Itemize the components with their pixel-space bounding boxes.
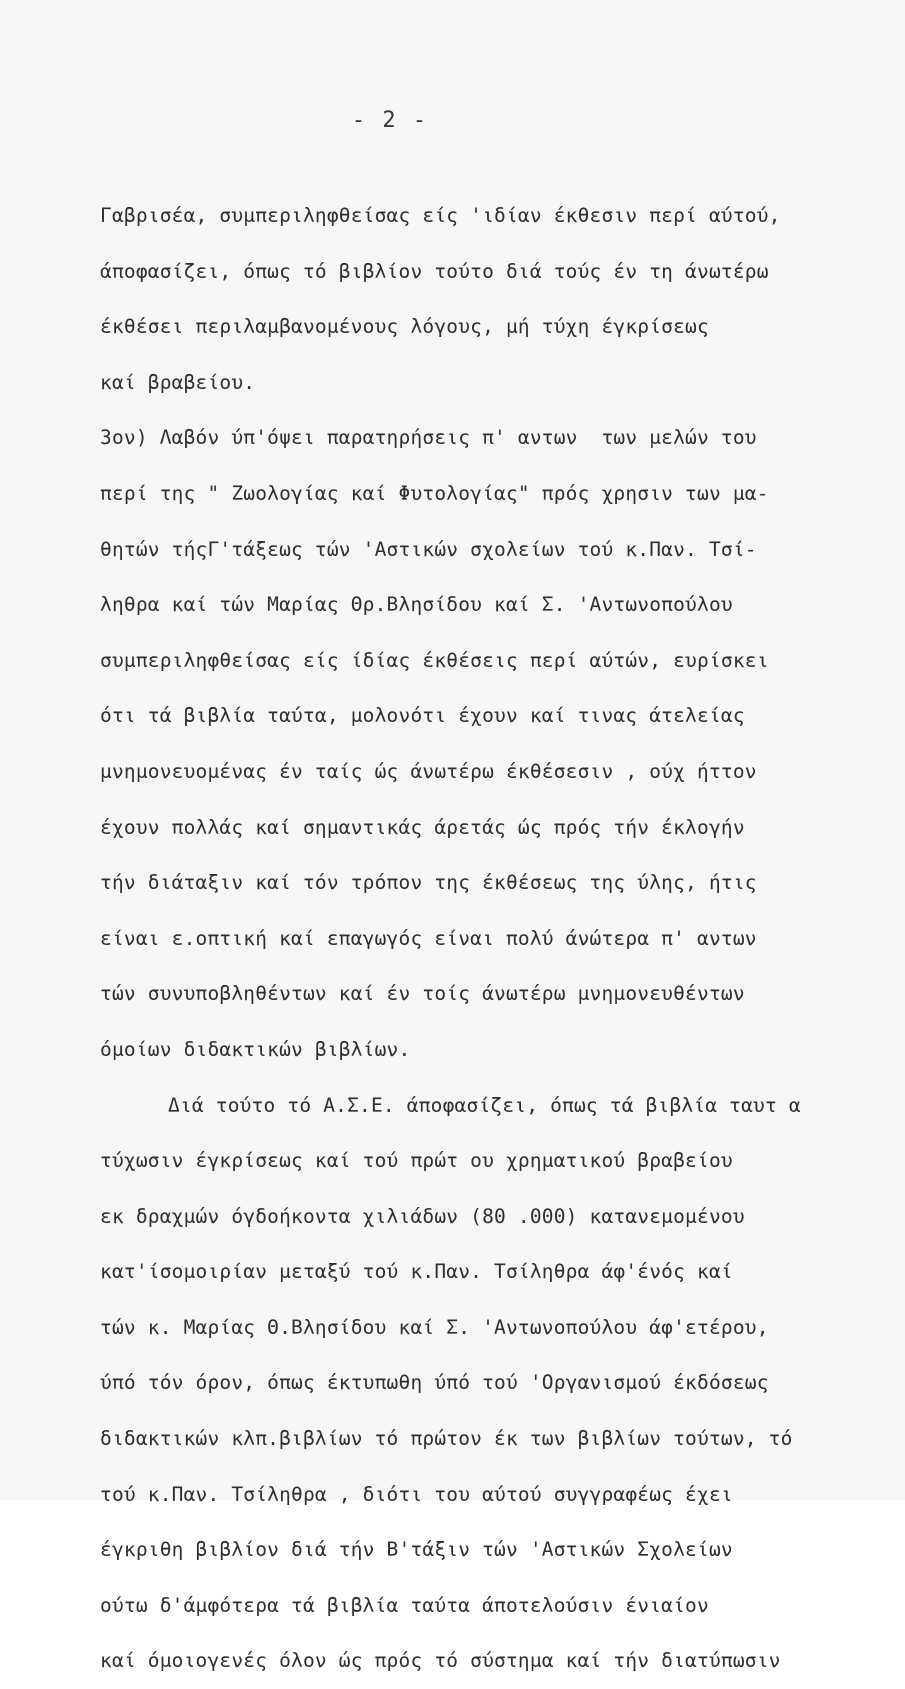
text-line: ύπό τόν όρον, όπως έκτυπωθη ύπό τού 'Οργανισμού έκδόσεως bbox=[100, 1371, 769, 1395]
text-line: ληθρα καί τών Μαρίας Θρ.Βλησίδου καί Σ. 'Αντωνοπούλου bbox=[100, 593, 733, 617]
page-number: - 2 - bbox=[351, 108, 429, 133]
text-line: ότι τά βιβλία ταύτα, μολονότι έχουν καί τινας άτελείας bbox=[100, 704, 745, 728]
text-line: καί βραβείου. bbox=[100, 370, 256, 394]
text-line: τήν διάταξιν καί τόν τρόπον της έκθέσεως της ύλης, ήτις bbox=[100, 871, 757, 895]
text-line: έγκριθη βιβλίον διά τήν Β'τάξιν τών 'Αστικών Σχολείων bbox=[100, 1538, 733, 1562]
text-line: ούτω δ'άμφότερα τά βιβλία ταύτα άποτελούσιν ένιαίον bbox=[100, 1593, 709, 1617]
text-line: όμοίων διδακτικών βιβλίων. bbox=[100, 1037, 411, 1061]
text-line: 3ον) Λαβόν ύπ'όψει παρατηρήσεις π' αντων των μελών του bbox=[100, 426, 757, 450]
text-line: έκθέσει περιλαμβανομένους λόγους, μή τύχη έγκρίσεως bbox=[100, 315, 709, 339]
text-line: κατ'ίσομοιρίαν μεταξύ τού κ.Παν. Τσίληθρα άφ'ένός καί bbox=[100, 1260, 733, 1284]
body-text bbox=[100, 188, 890, 1689]
text-line: τών κ. Μαρίας Θ.Βλησίδου καί Σ. 'Αντωνοπούλου άφ'ετέρου, bbox=[100, 1315, 769, 1339]
text-line: μνημονευομένας έν ταίς ώς άνωτέρω έκθέσεσιν , ούχ ήττον bbox=[100, 759, 757, 783]
text-line: συμπεριληφθείσας είς ίδίας έκθέσεις περί αύτών, ευρίσκει bbox=[100, 648, 769, 672]
text-line: έχουν πολλάς καί σημαντικάς άρετάς ώς πρός τήν έκλογήν bbox=[100, 815, 745, 839]
text-line: τύχωσιν έγκρίσεως καί τού πρώτ ου χρηματικού βραβείου bbox=[100, 1149, 733, 1173]
text-line: εκ δραχμών όγδοήκοντα χιλιάδων (80 .000) κατανεμομένου bbox=[100, 1204, 745, 1228]
text-line: Διά τούτο τό Α.Σ.Ε. άποφασίζει, όπως τά βιβλία ταυτ α bbox=[168, 1093, 801, 1117]
text-line: είναι ε.οπτική καί επαγωγός είναι πολύ άνώτερα π' αντων bbox=[100, 926, 757, 950]
text-line: καί όμοιογενές όλον ώς πρός τό σύστημα καί τήν διατύπωσιν bbox=[100, 1649, 781, 1673]
text-line: άποφασίζει, όπως τό βιβλίον τούτο διά τούς έν τη άνωτέρω bbox=[100, 259, 769, 283]
text-line: διδακτικών κλπ.βιβλίων τό πρώτον έκ των βιβλίων τούτων, τό bbox=[100, 1427, 793, 1451]
text-line: θητών τήςΓ'τάξεως τών 'Αστικών σχολείων τού κ.Παν. Τσί- bbox=[100, 537, 757, 561]
text-line: τών συνυποβληθέντων καί έν τοίς άνωτέρω μνημονευθέντων bbox=[100, 982, 745, 1006]
text-line: τού κ.Παν. Τσίληθρα , διότι του αύτού συγγραφέως έχει bbox=[100, 1482, 733, 1506]
text-line: Γαβρισέα, συμπεριληφθείσας είς 'ιδίαν έκθεσιν περί αύτού, bbox=[100, 204, 781, 227]
text-line: περί της " Ζωολογίας καί Φυτολογίας" πρός χρησιν των μα- bbox=[100, 481, 769, 505]
